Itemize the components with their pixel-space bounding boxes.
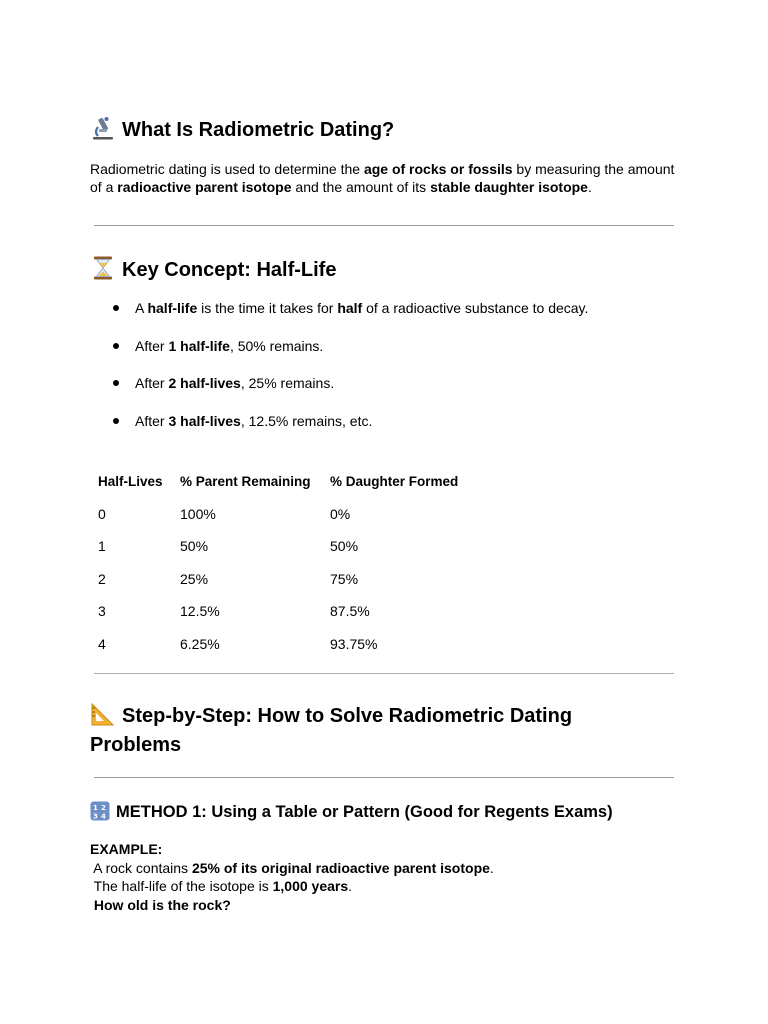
- section-heading-radiometric-dating: [90, 115, 394, 145]
- bullet-icon: [113, 305, 119, 311]
- table-row: [90, 628, 488, 661]
- table-cell: 100%: [180, 505, 216, 522]
- table-cell: 87.5%: [330, 603, 370, 620]
- half-life-table: [90, 465, 488, 660]
- method-title: METHOD 1: Using a Table or Pattern (Good for Regents Exams): [116, 803, 613, 821]
- list-item: After 2 half-lives, 25% remains.: [112, 373, 588, 411]
- divider: [94, 777, 674, 778]
- table-row: [90, 563, 488, 596]
- table-header-row: [90, 465, 488, 498]
- column-header: % Parent Remaining: [180, 473, 311, 489]
- section-title-line1: Step-by-Step: How to Solve Radiometric Dating: [122, 705, 573, 727]
- example-block: [90, 840, 494, 914]
- table-cell: 0: [98, 505, 106, 522]
- svg-text:2: 2: [101, 804, 106, 812]
- section-heading-step-by-step: [90, 701, 572, 760]
- half-life-list: [112, 298, 588, 448]
- bullet-icon: [113, 380, 119, 386]
- table-cell: 50%: [330, 538, 359, 555]
- section-title-line2: Problems: [90, 734, 182, 756]
- triangular-ruler-icon: [90, 701, 116, 727]
- table-cell: 1: [98, 538, 106, 555]
- table-cell: 4: [98, 635, 106, 652]
- divider: [94, 225, 674, 226]
- list-item: After 1 half-life, 50% remains.: [112, 336, 588, 374]
- table-row: [90, 530, 488, 563]
- section-title: What Is Radiometric Dating?: [122, 119, 395, 141]
- section-title: Key Concept: Half-Life: [122, 259, 337, 281]
- table-cell: 50%: [180, 538, 209, 555]
- table-cell: 2: [98, 570, 106, 587]
- table-cell: 0%: [330, 505, 351, 522]
- list-item: A half-life is the time it takes for half of a radioactive substance to decay.: [112, 298, 588, 336]
- example-line: A rock contains 25% of its original radioactive parent isotope.: [90, 859, 494, 876]
- method-heading: [90, 801, 613, 823]
- svg-text:4: 4: [101, 812, 106, 821]
- hourglass-icon: [90, 255, 116, 281]
- table-cell: 93.75%: [330, 635, 378, 652]
- example-question: How old is the rock?: [90, 896, 231, 913]
- svg-text:3: 3: [93, 812, 98, 821]
- table-row: [90, 498, 488, 531]
- example-line: The half-life of the isotope is 1,000 years.: [90, 878, 353, 894]
- bullet-icon: [113, 343, 119, 349]
- table-cell: 25%: [180, 570, 209, 587]
- input-numbers-icon: [90, 801, 110, 821]
- list-item: After 3 half-lives, 12.5% remains, etc.: [112, 411, 588, 449]
- table-row: [90, 595, 488, 628]
- divider: [94, 673, 674, 674]
- column-header: % Daughter Formed: [330, 473, 459, 489]
- intro-paragraph: Radiometric dating is used to determine the age of rocks or fossils by measuring the amount of a radioactive parent isotope and the amount of its stable daughter isotope.: [90, 161, 675, 195]
- bullet-icon: [113, 418, 119, 424]
- table-cell: 3: [98, 603, 106, 620]
- table-cell: 12.5%: [180, 603, 220, 620]
- example-label: EXAMPLE:: [90, 841, 163, 857]
- microscope-icon: [90, 115, 116, 141]
- section-heading-half-life: [90, 255, 336, 285]
- table-cell: 6.25%: [180, 635, 220, 652]
- column-header: Half-Lives: [98, 473, 163, 489]
- svg-text:1: 1: [93, 804, 98, 812]
- table-cell: 75%: [330, 570, 359, 587]
